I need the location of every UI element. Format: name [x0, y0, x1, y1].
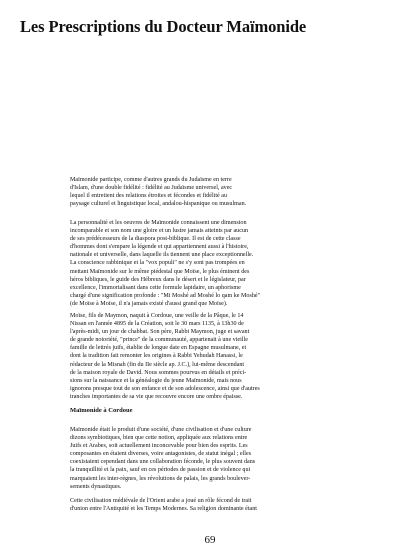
page-title: Les Prescriptions du Docteur Maïmonide: [20, 17, 307, 36]
text-line: (de Moïse à Moïse, il n'a jamais existé d'aussi grand que Moïse).: [70, 300, 228, 307]
text-line: Maïmonide était le produit d'une société, d'une civilisation et d'une culture: [70, 427, 252, 433]
page-number: 69: [204, 534, 216, 546]
text-line: la tranquillité et la paix, sauf en ces périodes de passion et de violence qui: [70, 467, 251, 474]
text-line: Nissan en l'année 4895 de la Création, soit le 30 mars 1135, à 13h30 de: [70, 321, 244, 328]
text-line: composantes en étaient diverses, voire antagonistes, de statut inégal ; elles: [70, 451, 252, 458]
text-line: Juifs et Arabes, soit actuellement inconcevable pour bien des esprits. Les: [70, 443, 248, 450]
text-line: Maïmonide participe, comme d'autres grands du Judaïsme en terre: [70, 177, 232, 183]
paragraph-birth: [70, 312, 390, 401]
text-line: l'après-midi, un jour de chabbat. Son père, Rabbi Maymon, juge et savant: [70, 329, 250, 336]
text-line: sions sur la naissance et la généalogie du jeune Maïmonide, mais nous: [70, 377, 242, 384]
text-line: chargé d'une signification profonde : "Mi Moshé ad Moshé lo qam ke Moshé": [70, 292, 261, 299]
text-line: tranches importantes de sa vie que recouvre encore une ombre épaisse.: [70, 393, 243, 400]
section-heading: Maïmonide à Cordoue: [70, 407, 133, 414]
text-line: Cette civilisation médiévale de l'Orient arabe a joué un rôle fécond de trait: [70, 498, 252, 504]
text-line: d'hommes dont s'empare la légende et qui appartiennent aussi à l'histoire,: [70, 244, 249, 251]
text-line: rédacteur de la Misnah (fin du IIe siècle ap. J.C.), lui-même descendant: [70, 361, 245, 368]
text-line: dizons symbiotiques, bien que cette notion, appliquée aux relations entre: [70, 435, 248, 442]
paragraph-intro: [70, 176, 390, 208]
text-line: incomparable et son nom une gloire et un lustre jamais atteints par aucun: [70, 228, 249, 235]
text-line: héros bibliques, le guide des Hébreux dans le désert et le législateur, par: [70, 276, 246, 283]
paragraph-society: [70, 426, 390, 491]
text-line: excellence, l'immortalisant dans cette formule lapidaire, un aphorisme: [70, 284, 241, 291]
text-line: de ses prédécesseurs de la diaspora post-biblique. Il est de cette classe: [70, 236, 241, 243]
text-line: marquaient les inter-règnes, les révolutions de palais, les grands boulever-: [70, 475, 251, 482]
text-line: coexistaient cependant dans une collaboration féconde, le plus souvent dans: [70, 459, 256, 466]
text-line: de la maison royale de David. Nous sommes pourvus en détails et préci-: [70, 369, 247, 376]
paragraph-personality: [70, 219, 390, 308]
text-line: de grande notoriété, "prince" de la communauté, appartenait à une vieille: [70, 337, 248, 344]
text-line: paysage culturel et linguistique local, andalou-hispanique ou musulman.: [70, 201, 247, 208]
text-line: nationale et universelle, dans laquelle ils tiennent une place exceptionnelle.: [70, 252, 254, 259]
text-line: Moïse, fils de Maymon, naquit à Cordoue, une veille de la Pâque, le 14: [70, 313, 244, 319]
text-line: famille de lettrés juifs, établie de longue date en Espagne musulmane, et: [70, 345, 247, 352]
text-line: d'Islam, d'une double fidélité : fidélité au Judaïsme universel, avec: [70, 185, 233, 192]
paragraph-civilisation: [70, 497, 390, 513]
text-line: La conscience rabbinique et la "vox populi" ne s'y sont pas trompées en: [70, 260, 245, 267]
text-line: sements dynastiques.: [70, 483, 122, 490]
text-line: d'union entre l'Antiquité et les Temps Modernes. Sa religion dominante étant: [70, 506, 257, 513]
text-line: ignorons presque tout de son enfance et de son adolescence, ainsi que d'autres: [70, 385, 260, 392]
text-line: mettant Maïmonide sur le même piédestal que Moïse, le plus éminent des: [70, 268, 250, 275]
text-line: lequel il entretient des relations étroites et fécondes et fidélité au: [70, 193, 228, 200]
text-line: La personnalité et les oeuvres de Maïmonide connaissent une dimension: [70, 220, 247, 226]
text-line: dont la tradition fait remonter les origines à Rabbi Yehudah Hanassi, le: [70, 353, 243, 360]
